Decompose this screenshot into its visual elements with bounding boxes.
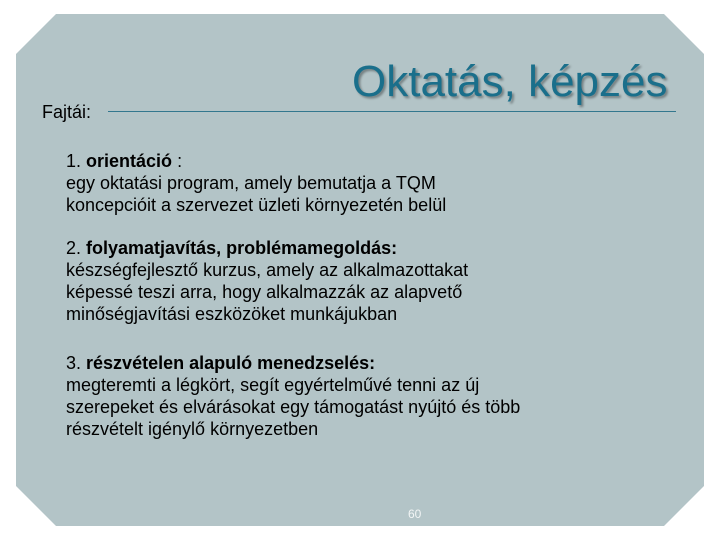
list-item-text-line: szerepeket és elvárásokat egy támogatást nyújtó és több [66,397,521,417]
list-item-text-line: koncepcióit a szervezet üzleti környezetén belül [66,195,447,215]
list-item-text-line: egy oktatási program, amely bemutatja a TQM [66,173,436,193]
list-item-heading-line [66,237,686,259]
list-item-heading-line [66,150,686,172]
list-item-text-line: részvételt igénylő környezetben [66,419,319,439]
list-item-number: 1. [66,151,82,171]
list-item-process-improvement [66,237,686,325]
list-item-heading-line [66,352,686,374]
list-item-number: 2. [66,238,82,258]
list-item-text-line: készségfejlesztő kurzus, amely az alkalmazottakat [66,260,469,280]
slide-title: Oktatás, képzés [352,57,668,106]
list-item-orientation [66,150,686,216]
list-item-participative-management [66,352,686,440]
list-item-separator: : [172,151,183,171]
list-item-number: 3. [66,353,82,373]
list-item-text-line: minőségjavítási eszközöket munkájukban [66,304,398,324]
slide-subheading: Fajtái: [42,102,92,122]
list-item-heading: orientáció [86,151,173,171]
title-divider [108,111,676,112]
list-item-heading: folyamatjavítás, problémamegoldás: [86,238,398,258]
page-number: 60 [408,507,422,521]
list-item-text-line: képessé teszi arra, hogy alkalmazzák az alapvető [66,282,463,302]
list-item-heading: részvételen alapuló menedzselés: [86,353,376,373]
list-item-text-line: megteremti a légkört, segít egyértelművé tenni az új [66,375,480,395]
